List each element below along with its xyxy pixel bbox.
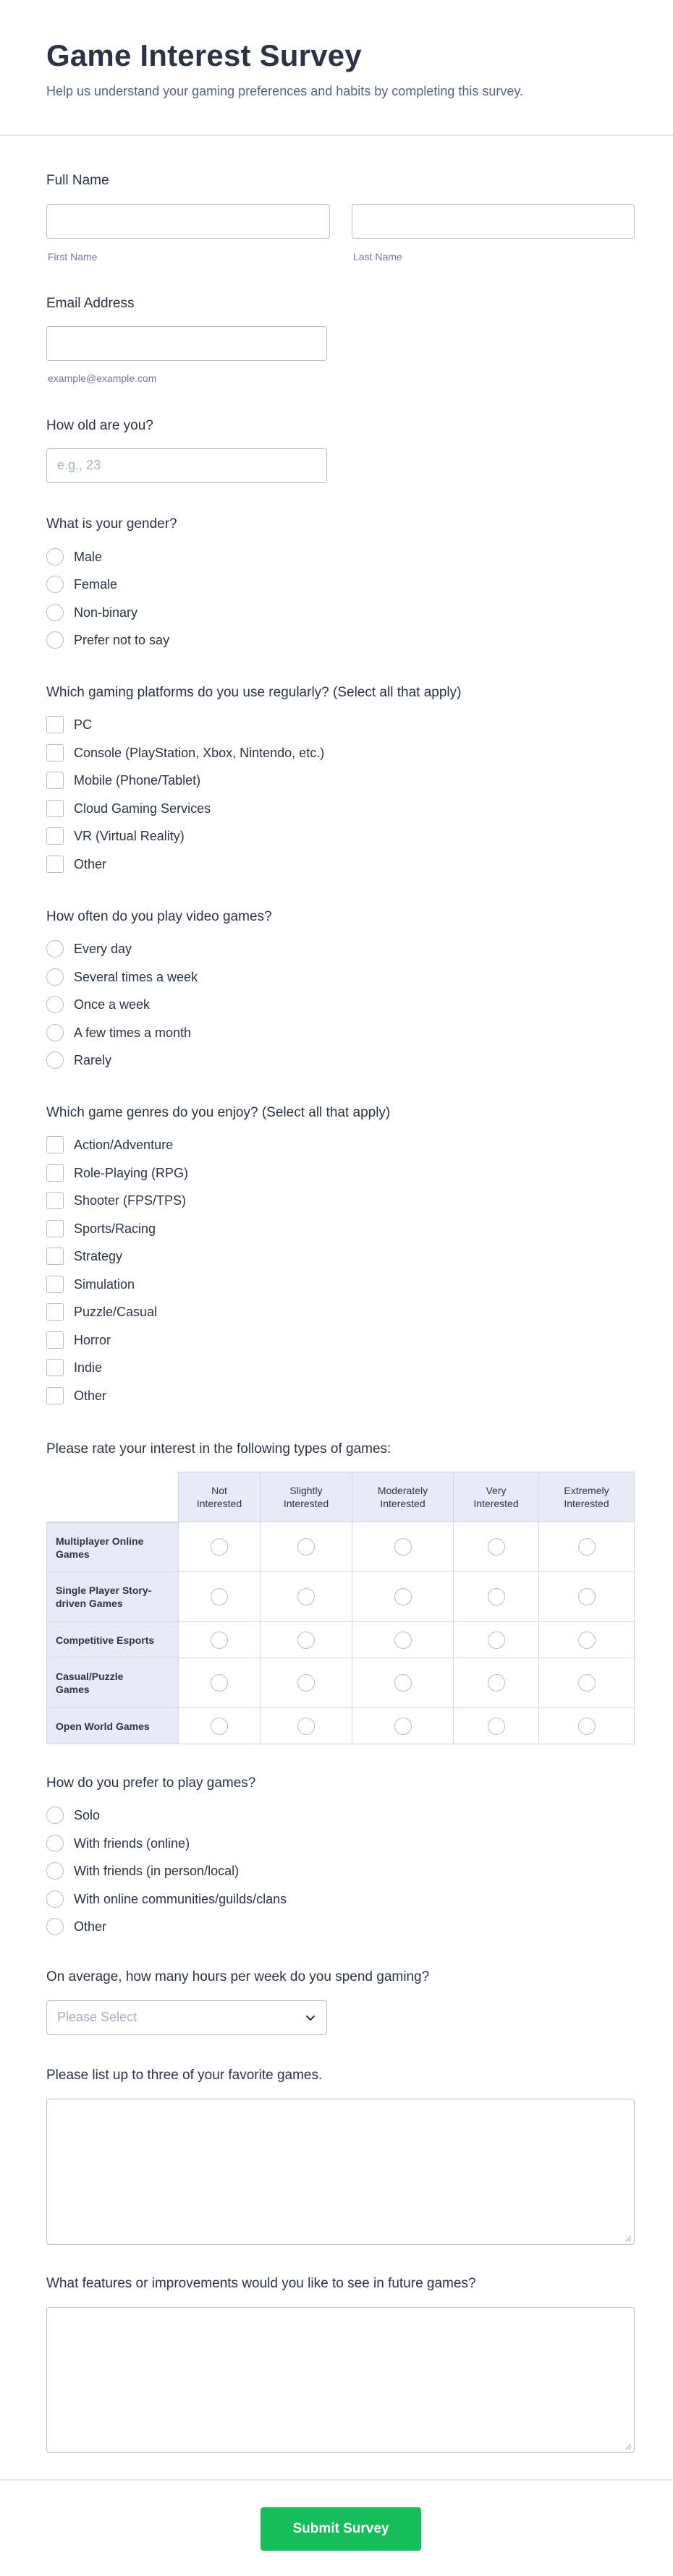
genre-option[interactable]: Strategy [46, 1247, 122, 1266]
matrix-cell[interactable] [454, 1622, 539, 1658]
radio-button[interactable] [211, 1632, 228, 1649]
footer-divider [0, 2479, 673, 2481]
checkbox[interactable] [46, 716, 64, 733]
email-sublabel: example@example.com [48, 372, 157, 384]
radio-button[interactable] [297, 1718, 315, 1735]
radio-button[interactable] [578, 1674, 596, 1692]
play-style-label: How do you prefer to play games? [46, 1775, 256, 1791]
radio-button[interactable] [297, 1632, 315, 1649]
matrix-cell[interactable] [352, 1622, 454, 1658]
checkbox[interactable] [46, 1248, 64, 1265]
gender-option[interactable]: Male [46, 547, 102, 566]
checkbox[interactable] [46, 744, 64, 762]
rating-label: Please rate your interest in the following types of games: [46, 1441, 391, 1457]
radio-button[interactable] [46, 1835, 64, 1852]
page-title: Game Interest Survey [46, 38, 362, 72]
frequency-option[interactable]: Several times a week [46, 968, 198, 986]
radio-button[interactable] [211, 1538, 228, 1556]
checkbox[interactable] [46, 1387, 64, 1404]
hours-select-value: Please Select [57, 2010, 137, 2024]
frequency-label: How often do you play video games? [46, 909, 272, 924]
rating-matrix [46, 1472, 635, 1744]
radio-button[interactable] [46, 996, 64, 1013]
checkbox[interactable] [46, 1276, 64, 1293]
frequency-option[interactable]: A few times a month [46, 1023, 191, 1042]
radio-button[interactable] [488, 1632, 505, 1649]
hours-select[interactable] [46, 2000, 327, 2035]
radio-button[interactable] [578, 1588, 596, 1605]
matrix-corner [46, 1472, 179, 1522]
checkbox[interactable] [46, 856, 64, 873]
matrix-cell[interactable] [352, 1708, 454, 1744]
radio-button[interactable] [394, 1538, 412, 1556]
age-label: How old are you? [46, 418, 153, 433]
gender-option[interactable]: Female [46, 575, 117, 594]
radio-button[interactable] [394, 1632, 412, 1649]
matrix-column-header: Slightly Interested [261, 1472, 352, 1522]
radio-button[interactable] [46, 1862, 64, 1880]
radio-button[interactable] [394, 1588, 412, 1605]
play-style-option[interactable]: With friends (in person/local) [46, 1861, 239, 1880]
matrix-cell[interactable] [352, 1522, 454, 1572]
radio-button[interactable] [578, 1632, 596, 1649]
platform-option[interactable]: Mobile (Phone/Tablet) [46, 771, 200, 790]
radio-button[interactable] [46, 1890, 64, 1908]
platform-option[interactable]: Cloud Gaming Services [46, 799, 211, 818]
matrix-cell[interactable] [539, 1658, 635, 1708]
radio-button[interactable] [297, 1588, 315, 1605]
matrix-row-header: Open World Games [46, 1708, 179, 1744]
matrix-row-header: Multiplayer Online Games [46, 1522, 179, 1572]
gender-option[interactable]: Non-binary [46, 603, 137, 622]
matrix-cell[interactable] [179, 1622, 261, 1658]
radio-button[interactable] [488, 1588, 505, 1605]
platform-option[interactable]: Console (PlayStation, Xbox, Nintendo, etc.) [46, 743, 324, 762]
genre-option[interactable]: Other [46, 1386, 106, 1405]
last-name-input[interactable] [352, 204, 635, 239]
checkbox[interactable] [46, 772, 64, 789]
genre-option[interactable]: Sports/Racing [46, 1219, 156, 1238]
radio-button[interactable] [394, 1718, 412, 1735]
matrix-cell[interactable] [454, 1658, 539, 1708]
radio-button[interactable] [211, 1588, 228, 1605]
matrix-cell[interactable] [179, 1572, 261, 1622]
radio-button[interactable] [46, 1807, 64, 1824]
play-style-option[interactable]: Solo [46, 1806, 100, 1825]
matrix-cell[interactable] [539, 1708, 635, 1744]
radio-button[interactable] [297, 1674, 315, 1692]
last-name-sublabel: Last Name [353, 251, 402, 263]
genre-option[interactable]: Indie [46, 1358, 102, 1377]
radio-button[interactable] [46, 1918, 64, 1935]
checkbox[interactable] [46, 800, 64, 817]
submit-button[interactable]: Submit Survey [261, 2507, 421, 2551]
first-name-input[interactable] [46, 204, 330, 239]
radio-button[interactable] [46, 940, 64, 958]
matrix-column-header: Extremely Interested [539, 1472, 635, 1522]
radio-button[interactable] [211, 1674, 228, 1692]
features-label: What features or improvements would you like to see in future games? [46, 2276, 476, 2291]
radio-button[interactable] [46, 968, 64, 986]
radio-button[interactable] [46, 604, 64, 621]
frequency-option[interactable]: Every day [46, 939, 132, 958]
checkbox[interactable] [46, 1359, 64, 1376]
matrix-cell[interactable] [454, 1708, 539, 1744]
matrix-cell[interactable] [539, 1522, 635, 1572]
genre-option[interactable]: Simulation [46, 1275, 135, 1294]
email-label: Email Address [46, 296, 135, 311]
matrix-cell[interactable] [539, 1622, 635, 1658]
favorites-textarea[interactable] [46, 2099, 635, 2245]
hours-label: On average, how many hours per week do you spend gaming? [46, 1969, 430, 1984]
matrix-column-header: Very Interested [454, 1472, 539, 1522]
matrix-cell[interactable] [261, 1658, 352, 1708]
platform-option[interactable]: VR (Virtual Reality) [46, 827, 185, 845]
favorites-label: Please list up to three of your favorite games. [46, 2068, 323, 2083]
resize-grip-icon[interactable] [623, 2233, 632, 2242]
email-input[interactable] [46, 326, 327, 361]
checkbox[interactable] [46, 1303, 64, 1321]
gender-option[interactable]: Prefer not to say [46, 631, 169, 649]
checkbox[interactable] [46, 1136, 64, 1153]
matrix-cell[interactable] [261, 1708, 352, 1744]
genre-option[interactable]: Shooter (FPS/TPS) [46, 1191, 186, 1210]
matrix-cell[interactable] [261, 1572, 352, 1622]
gender-label: What is your gender? [46, 516, 177, 532]
genres-label: Which game genres do you enjoy? (Select all that apply) [46, 1105, 391, 1120]
play-style-option[interactable]: Other [46, 1917, 106, 1936]
genre-option[interactable]: Action/Adventure [46, 1135, 173, 1154]
matrix-column-header: Moderately Interested [352, 1472, 454, 1522]
matrix-cell[interactable] [261, 1522, 352, 1572]
first-name-sublabel: First Name [48, 251, 98, 263]
matrix-row-header: Competitive Esports [46, 1622, 179, 1658]
matrix-cell[interactable] [352, 1658, 454, 1708]
matrix-column-header: Not Interested [179, 1472, 261, 1522]
features-textarea[interactable] [46, 2307, 635, 2453]
platform-option[interactable]: PC [46, 715, 92, 734]
genre-option[interactable]: Role-Playing (RPG) [46, 1164, 188, 1182]
matrix-cell[interactable] [454, 1572, 539, 1622]
radio-button[interactable] [578, 1538, 596, 1556]
radio-button[interactable] [211, 1718, 228, 1735]
radio-button[interactable] [488, 1674, 505, 1692]
age-placeholder: e.g., 23 [57, 458, 101, 472]
genre-option[interactable]: Horror [46, 1331, 111, 1349]
resize-grip-icon[interactable] [623, 2441, 632, 2450]
frequency-option[interactable]: Once a week [46, 995, 150, 1014]
radio-button[interactable] [46, 548, 64, 566]
matrix-row-header: Single Player Story- driven Games [46, 1572, 179, 1622]
form-header [0, 0, 673, 136]
radio-button[interactable] [46, 631, 64, 649]
age-input[interactable] [46, 448, 327, 483]
matrix-row-header: Casual/Puzzle Games [46, 1658, 179, 1708]
page-subtitle: Help us understand your gaming preferences and habits by completing this survey. [46, 84, 524, 98]
chevron-down-icon [305, 2012, 316, 2023]
frequency-option[interactable]: Rarely [46, 1051, 111, 1070]
matrix-cell[interactable] [179, 1522, 261, 1572]
radio-button[interactable] [578, 1718, 596, 1735]
play-style-option[interactable]: With online communities/guilds/clans [46, 1890, 287, 1908]
radio-button[interactable] [46, 576, 64, 593]
platforms-label: Which gaming platforms do you use regularly? (Select all that apply) [46, 685, 462, 700]
checkbox[interactable] [46, 1164, 64, 1182]
radio-button[interactable] [46, 1052, 64, 1069]
radio-button[interactable] [297, 1538, 315, 1556]
platform-option[interactable]: Other [46, 855, 106, 874]
matrix-cell[interactable] [352, 1572, 454, 1622]
full-name-label: Full Name [46, 173, 109, 188]
matrix-cell[interactable] [454, 1522, 539, 1572]
radio-button[interactable] [488, 1718, 505, 1735]
play-style-option[interactable]: With friends (online) [46, 1834, 190, 1853]
checkbox[interactable] [46, 1331, 64, 1349]
matrix-cell[interactable] [261, 1622, 352, 1658]
checkbox[interactable] [46, 1192, 64, 1209]
checkbox[interactable] [46, 827, 64, 845]
matrix-cell[interactable] [539, 1572, 635, 1622]
radio-button[interactable] [488, 1538, 505, 1556]
radio-button[interactable] [394, 1674, 412, 1692]
checkbox[interactable] [46, 1220, 64, 1237]
radio-button[interactable] [46, 1024, 64, 1041]
genre-option[interactable]: Puzzle/Casual [46, 1302, 157, 1321]
matrix-cell[interactable] [179, 1658, 261, 1708]
matrix-cell[interactable] [179, 1708, 261, 1744]
